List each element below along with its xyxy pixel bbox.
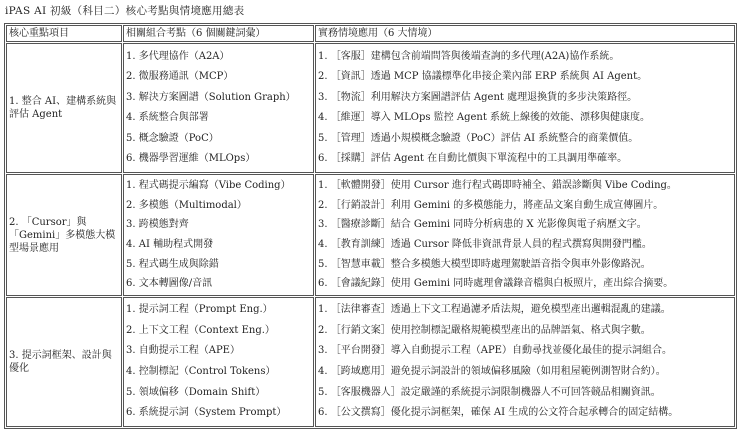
keywords-cell [123, 297, 314, 427]
keyword-item: 1. 提示詞工程（Prompt Eng.） [126, 304, 273, 316]
header-scenarios: 實務情境應用（6 大情境） [315, 25, 735, 42]
keyword-item: 4. 系統整合與部署 [126, 112, 209, 123]
table-header-row [6, 25, 735, 42]
keywords-cell [123, 174, 314, 296]
scenarios-cell [315, 43, 735, 173]
keyword-item: 1. 程式碼提示編寫（Vibe Coding） [126, 180, 291, 192]
keyword-item: 2. 多模態（Multimodal） [126, 199, 247, 211]
scenario-item: 3. ［物流］利用解決方案圖譜評估 Agent 處理退換貨的多步決策路徑。 [318, 91, 638, 103]
keyword-item: 5. 概念驗證（PoC） [126, 132, 219, 144]
scenario-list [318, 176, 732, 294]
keyword-item: 6. 機器學習運維（MLOps） [126, 153, 256, 164]
keyword-list [126, 300, 311, 424]
scenarios-cell [315, 174, 735, 296]
scenario-item: 2. ［行銷文案］使用控制標記嚴格規範模型產出的品牌語氣、格式與字數。 [318, 324, 651, 336]
scenario-item: 4. ［跨域應用］避免提示詞設計的領域偏移風險（如用租屋範例測智財合約）。 [318, 366, 666, 377]
scenarios-cell [315, 297, 735, 427]
keyword-item: 3. 解決方案圖譜（Solution Graph） [126, 91, 296, 103]
table-row [6, 297, 735, 427]
scenario-item: 6. ［會議紀錄］使用 Gemini 同時處理會議錄音檔與白板照片，產出綜合摘要。 [318, 278, 674, 290]
scenario-list [318, 47, 732, 170]
keyword-item: 5. 領域偏移（Domain Shift） [126, 386, 266, 398]
scenario-item: 4. ［維運］導入 MLOps 監控 Agent 系統上線後的效能、漂移與健康度。 [318, 112, 651, 123]
scenario-item: 1. ［軟體開發］使用 Cursor 進行程式碼即時補全、錯誤診斷與 Vibe Coding。 [318, 180, 677, 192]
core-topic-cell: 3. 提示詞框架、設計與優化 [6, 297, 122, 427]
core-topic-cell: 2. 「Cursor」與「Gemini」多模態大模型場景應用 [6, 174, 122, 296]
scenario-item: 5. ［智慧車載］整合多模態大模型即時處理駕駛語音指令與車外影像路況。 [318, 258, 651, 270]
keyword-item: 4. AI 輔助程式開發 [126, 239, 214, 250]
scenario-item: 5. ［管理］透過小規模概念驗證（PoC）評估 AI 系統整合的商業價值。 [318, 132, 639, 144]
keyword-item: 3. 自動提示工程（APE） [126, 345, 240, 357]
keyword-item: 1. 多代理協作（A2A） [126, 50, 230, 62]
scenario-item: 2. ［行銷設計］利用 Gemini 的多模態能力，將產品文案自動生成宣傳圖片。 [318, 199, 664, 211]
keyword-list [126, 47, 311, 170]
scenario-list [318, 300, 732, 424]
scenario-item: 6. ［公文撰寫］優化提示詞框架，確保 AI 生成的公文符合起承轉合的固定結構。 [318, 407, 679, 419]
keyword-item: 3. 跨模態對齊 [126, 219, 189, 231]
table-row [6, 174, 735, 296]
keyword-item: 5. 程式碼生成與除錯 [126, 258, 219, 270]
scenario-item: 2. ［資訊］透過 MCP 協議標準化串接企業內部 ERP 系統與 AI Agent。 [318, 71, 648, 82]
keywords-cell [123, 43, 314, 173]
core-topic-cell: 1. 整合 AI、建構系統與評估 Agent [6, 43, 122, 173]
page-title: iPAS AI 初級（科目二）核心考點與情境應用總表 [5, 5, 245, 17]
scenario-item: 1. ［客服］建構包含前端問答與後端查詢的多代理(A2A)協作系統。 [318, 50, 620, 62]
header-keywords: 相關組合考點（6 個關鍵詞彙） [123, 25, 314, 42]
scenario-item: 3. ［醫療診斷］結合 Gemini 同時分析病患的 X 光影像與電子病歷文字。 [318, 219, 647, 231]
keyword-item: 6. 系統提示詞（System Prompt） [126, 407, 287, 419]
keyword-item: 2. 微服務通訊（MCP） [126, 71, 234, 82]
keyword-item: 4. 控制標記（Control Tokens） [126, 366, 276, 377]
table-row [6, 43, 735, 173]
header-core-topic: 核心重點項目 [6, 25, 122, 42]
keyword-item: 2. 上下文工程（Context Eng.） [126, 324, 275, 336]
scenario-item: 6. ［採購］評估 Agent 在自動比價與下單流程中的工具調用準確率。 [318, 153, 628, 164]
scenario-item: 5. ［客服機器人］設定嚴謹的系統提示詞限制機器人不可回答競品相關資訊。 [318, 386, 661, 398]
summary-table [4, 23, 737, 429]
scenario-item: 1. ［法律審查］透過上下文工程過濾矛盾法規，避免模型產出邏輯混亂的建議。 [318, 304, 671, 316]
scenario-item: 3. ［平台開發］導入自動提示工程（APE）自動尋找並優化最佳的提示詞組合。 [318, 345, 672, 357]
keyword-item: 6. 文本轉圖像/音訊 [126, 278, 213, 290]
keyword-list [126, 176, 311, 294]
scenario-item: 4. ［教育訓練］透過 Cursor 降低非資訊背景人員的程式撰寫與開發門檻。 [318, 239, 652, 250]
